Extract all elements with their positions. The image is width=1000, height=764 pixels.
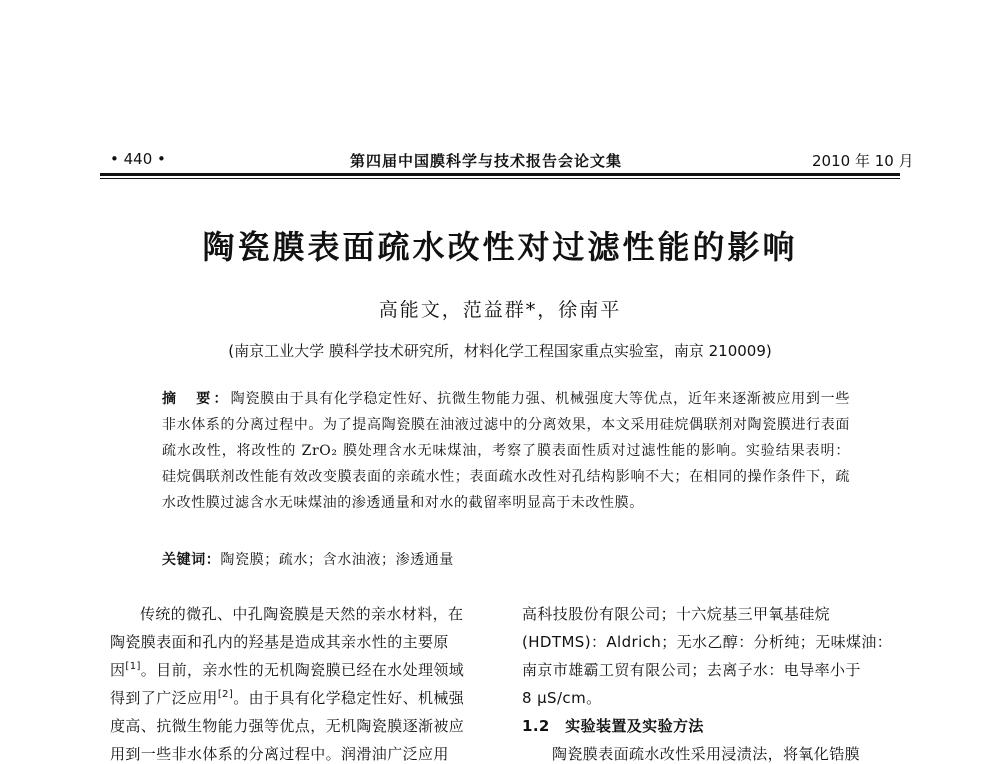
paper-title: 陶瓷膜表面疏水改性对过滤性能的影响 <box>202 228 798 266</box>
left-line-1: 传统的微孔、中孔陶瓷膜是天然的亲水材料，在 <box>140 605 464 623</box>
publication-date: 2010 年 10 月 <box>812 152 914 170</box>
left-line-3-a: 因 <box>110 661 126 679</box>
left-line-4-a: 得到了广泛应用 <box>110 689 218 707</box>
page-number: • 440 • <box>110 150 166 168</box>
left-line-6: 用到一些非水体系的分离过程中。润滑油广泛应用 <box>110 745 449 763</box>
abstract-label: 摘 要： <box>162 391 231 407</box>
left-line-2: 陶瓷膜表面和孔内的羟基是造成其亲水性的主要原 <box>110 633 449 651</box>
header-rule-thick <box>100 173 900 176</box>
keywords-label: 关键词： <box>162 552 221 568</box>
left-line-4 <box>110 687 464 708</box>
right-line-4: 8 μS/cm。 <box>522 689 602 707</box>
citation-ref-2[interactable]: [2] <box>217 689 234 700</box>
journal-title: 第四届中国膜科学与技术报告会论文集 <box>350 152 623 170</box>
citation-ref-1[interactable]: [1] <box>125 661 141 672</box>
abstract <box>162 386 850 516</box>
keywords <box>162 549 454 569</box>
affiliation: (南京工业大学 膜科学技术研究所，材料化学工程国家重点实验室，南京 210009) <box>228 342 772 360</box>
keywords-text: 陶瓷膜；疏水；含水油液；渗透通量 <box>220 552 455 568</box>
right-line-1: 高科技股份有限公司；十六烷基三甲氧基硅烷 <box>522 605 831 623</box>
section-heading-1-2: 1.2 实验装置及实验方法 <box>522 717 704 735</box>
author-list: 高能文，范益群*，徐南平 <box>378 299 622 321</box>
left-line-3 <box>110 659 464 680</box>
left-line-3-b: 。目前，亲水性的无机陶瓷膜已经在水处理领域 <box>140 661 465 679</box>
left-line-4-b: 。由于具有化学稳定性好、机械强 <box>233 689 465 707</box>
header-rule-thin <box>100 178 900 179</box>
left-line-5: 度高、抗微生物能力强等优点，无机陶瓷膜逐渐被应 <box>110 717 465 735</box>
abstract-text: 陶瓷膜由于具有化学稳定性好、抗微生物能力强、机械强度大等优点，近年来逐渐被应用到一些非水体系的分离过程中。为了提高陶瓷膜在油液过滤中的分离效果，本文采用硅烷偶联剂对陶瓷膜进行表面疏水改性，将改性的 ZrO₂ 膜处理含水无味煤油，考察了膜表面性质对过滤性能的影响。实验结果表明：硅烷偶联剂改性能有效改变膜表面的亲疏水性；表面疏水改性对孔结构影响不大；在相同的操作条件下，疏水改性膜过滤含水无味煤油的渗透通量和对水的截留率明显高于未改性膜。 <box>162 391 850 511</box>
right-line-6: 陶瓷膜表面疏水改性采用浸渍法，将氧化锆膜 <box>552 745 861 763</box>
right-line-3: 南京市雄霸工贸有限公司；去离子水：电导率小于 <box>522 661 861 679</box>
right-line-2: (HDTMS)：Aldrich；无水乙醇：分析纯；无味煤油： <box>522 633 893 651</box>
